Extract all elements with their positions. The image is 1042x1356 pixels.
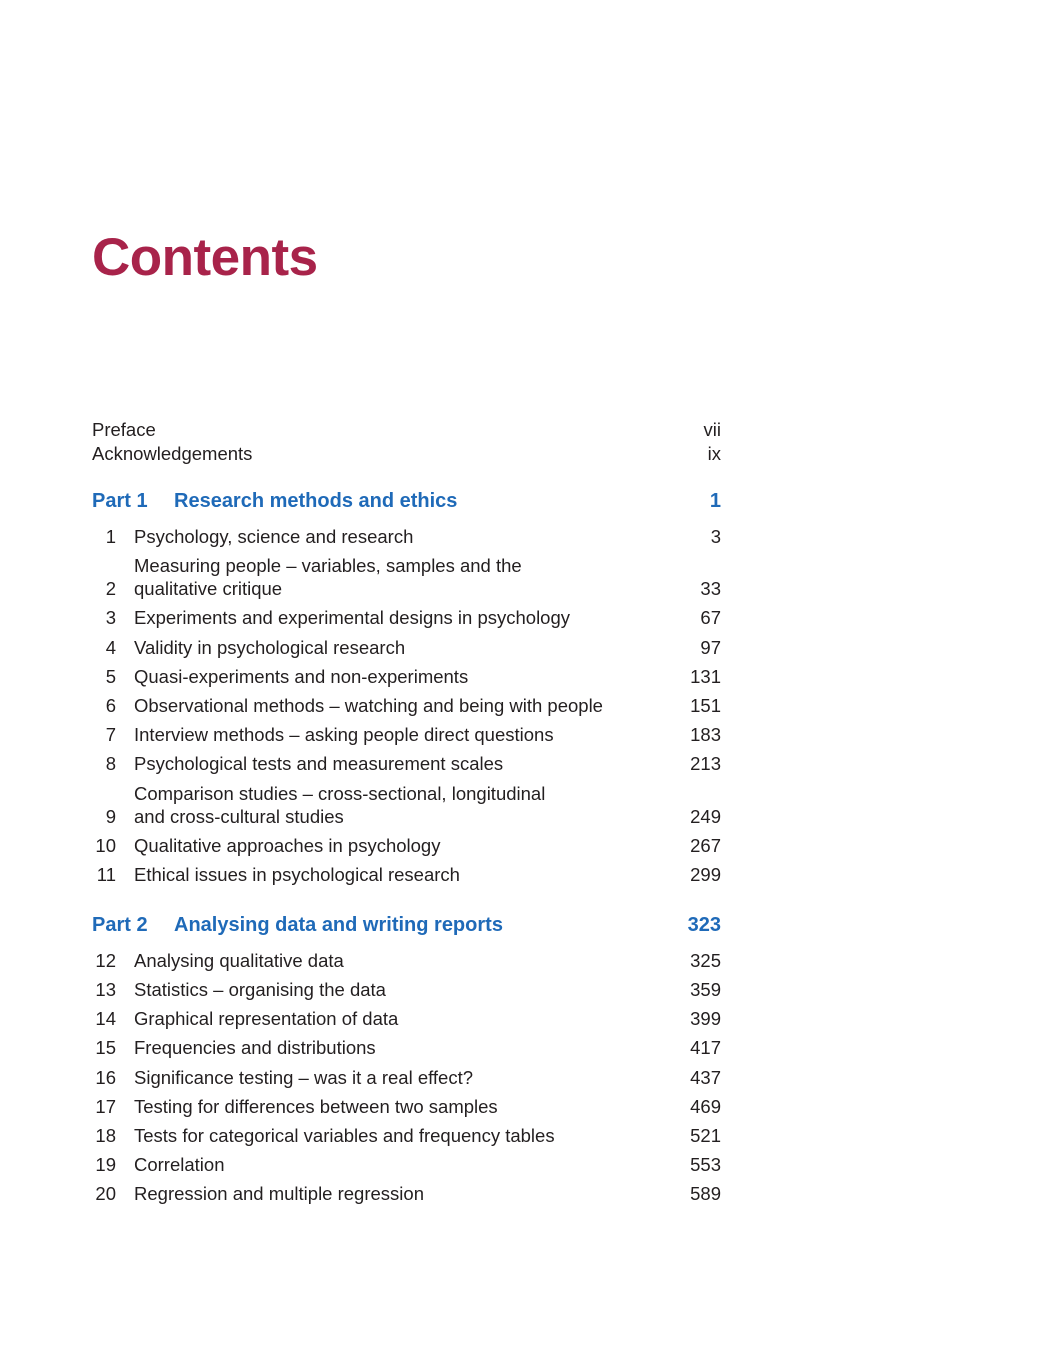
chapter-page: 437 [690,1066,721,1088]
chapter-page: 249 [690,805,721,827]
chapter-title [134,1066,661,1089]
toc-chapter-entry[interactable] [92,782,721,828]
chapter-number: 5 [105,665,116,687]
chapter-number: 11 [96,863,116,885]
entry-title: Acknowledgements [92,443,253,464]
toc-chapter-entry[interactable] [92,1007,721,1030]
chapter-title-line: qualitative critique [134,578,283,600]
chapter-title-line: Ethical issues in psychological research [134,863,460,885]
toc-chapter-entry[interactable] [92,834,721,857]
toc-chapter-entry[interactable] [92,723,721,746]
table-of-contents [92,418,721,1212]
chapter-title-line: Psychological tests and measurement scales [134,753,504,775]
chapter-number: 18 [95,1125,116,1146]
chapter-number: 2 [105,578,116,600]
toc-chapter-entry[interactable] [92,752,721,775]
part-label: Part 1 [92,490,148,512]
chapter-title [134,782,661,828]
chapter-page: 553 [690,1154,721,1176]
chapter-title [134,863,661,886]
chapter-page: 67 [700,607,721,629]
chapter-number: 16 [95,1066,116,1088]
toc-chapter-entry[interactable] [92,665,721,688]
chapter-title-line: Qualitative approaches in psychology [134,834,441,856]
chapter-page: 521 [690,1125,721,1146]
toc-chapter-entry[interactable] [92,606,721,629]
chapter-page: 299 [690,863,721,885]
chapter-number: 12 [95,949,116,971]
chapter-title-line: Quasi-experiments and non-experiments [134,665,469,687]
toc-chapter-entry[interactable] [92,636,721,659]
chapter-title-line: Testing for differences between two samples [134,1095,498,1117]
chapter-title [134,1182,661,1205]
toc-chapter-entry[interactable] [92,1066,721,1089]
toc-chapter-entry[interactable] [92,949,721,972]
toc-chapter-entry[interactable] [92,1095,721,1118]
chapter-title-line: Interview methods – asking people direct questions [134,724,554,746]
chapter-number: 14 [95,1008,116,1030]
chapter-page: 213 [690,753,721,775]
chapter-title [134,525,661,548]
chapter-title [134,752,661,775]
toc-entry-preface[interactable] [92,418,721,442]
chapter-title-line: Comparison studies – cross-sectional, longitudinal [134,782,546,804]
chapter-title-line: Graphical representation of data [134,1008,399,1030]
chapter-title-line: Validity in psychological research [134,636,406,658]
chapter-title [134,1036,661,1059]
chapter-title-line: Tests for categorical variables and frequency tables [134,1125,555,1146]
part-heading-1[interactable] [92,488,721,514]
chapter-number: 3 [105,607,116,629]
chapter-title-line: Measuring people – variables, samples and the [134,555,522,577]
chapter-title [134,1153,661,1176]
chapter-page: 131 [690,665,721,687]
part-title: Analysing data and writing reports [174,913,503,936]
chapter-number: 15 [95,1037,116,1059]
chapter-number: 8 [105,753,116,775]
part-page: 1 [709,490,721,512]
part-page: 323 [687,913,721,936]
chapter-number: 7 [105,724,116,746]
chapter-number: 6 [105,694,116,716]
chapter-title-line: Statistics – organising the data [134,979,386,1001]
chapter-title [134,694,661,717]
entry-page: ix [707,443,721,464]
chapter-title-line: Analysing qualitative data [134,949,344,971]
chapter-page: 417 [690,1037,721,1059]
chapter-number: 9 [105,805,116,827]
entry-title: Preface [92,419,156,440]
chapter-title [134,636,661,659]
chapter-title [134,834,661,857]
chapter-title [134,1124,661,1147]
chapter-page: 33 [700,578,721,600]
entry-page: vii [703,419,721,440]
chapter-page: 151 [690,694,721,716]
chapter-title-line: Psychology, science and research [134,526,414,547]
chapter-title [134,949,661,972]
chapter-title-line: Frequencies and distributions [134,1037,376,1059]
chapter-number: 10 [95,834,116,856]
chapter-title [134,665,661,688]
chapter-title [134,978,661,1001]
chapter-title [134,606,661,629]
toc-chapter-entry[interactable] [92,863,721,886]
chapter-number: 20 [95,1183,116,1205]
toc-chapter-entry[interactable] [92,694,721,717]
chapter-title-line: and cross-cultural studies [134,805,344,827]
chapter-title-line: Significance testing – was it a real effect? [134,1066,474,1088]
toc-chapter-entry[interactable] [92,1153,721,1176]
chapter-page: 399 [690,1008,721,1030]
chapter-page: 267 [690,834,721,856]
front-matter [92,418,721,466]
page-title: Contents [92,228,318,287]
toc-entry-acknowledgements[interactable] [92,442,721,466]
chapter-page: 325 [690,949,721,971]
chapter-title [134,554,661,600]
chapter-number: 13 [95,979,116,1001]
chapter-title-line: Regression and multiple regression [134,1183,424,1205]
chapter-page: 183 [690,724,721,746]
chapter-page: 469 [690,1095,721,1117]
chapter-list-part-1 [92,525,721,886]
chapter-page: 97 [700,636,721,658]
part-heading-2[interactable] [92,912,721,938]
chapter-title [134,1007,661,1030]
toc-chapter-entry[interactable] [92,1182,721,1205]
chapter-title [134,723,661,746]
chapter-number: 1 [105,526,116,547]
chapter-page: 589 [690,1183,721,1205]
chapter-number: 19 [95,1154,116,1176]
toc-chapter-entry[interactable] [92,525,721,548]
toc-chapter-entry[interactable] [92,554,721,600]
chapter-number: 4 [105,636,116,658]
chapter-title-line: Experiments and experimental designs in psychology [134,607,571,629]
chapter-title-line: Observational methods – watching and being with people [134,694,603,716]
part-title: Research methods and ethics [174,490,458,512]
chapter-title-line: Correlation [134,1154,225,1176]
chapter-title [134,1095,661,1118]
chapter-page: 3 [710,526,721,547]
chapter-page: 359 [690,979,721,1001]
toc-chapter-entry[interactable] [92,978,721,1001]
part-label: Part 2 [92,913,148,936]
chapter-list-part-2 [92,949,721,1206]
toc-chapter-entry[interactable] [92,1124,721,1147]
toc-chapter-entry[interactable] [92,1036,721,1059]
chapter-number: 17 [95,1095,116,1117]
